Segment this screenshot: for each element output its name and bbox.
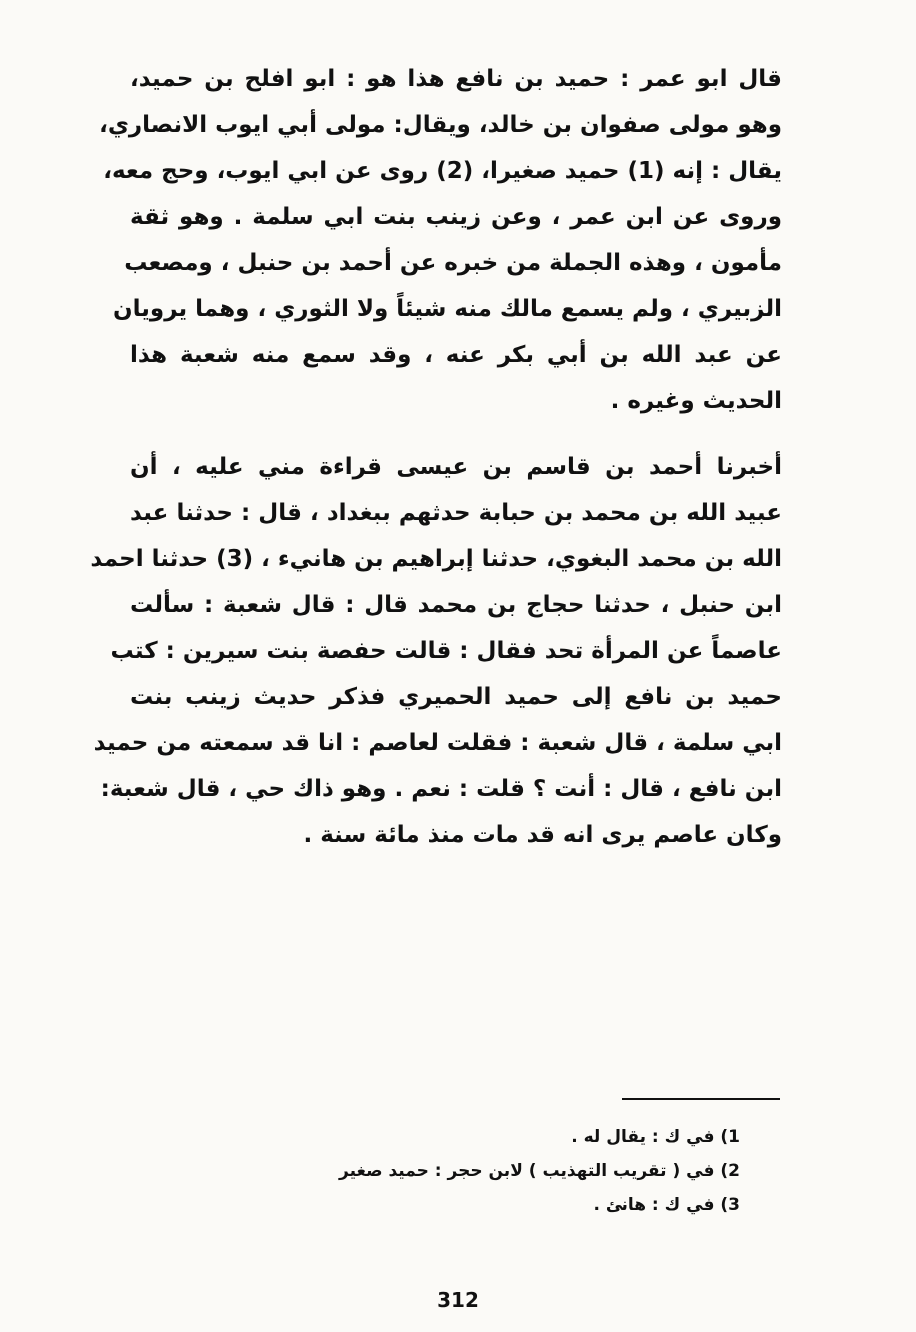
text-line: الحديث وغيره . [610,388,782,414]
footnotes [300,1120,740,1222]
paragraph-1 [99,56,782,424]
text-line: عاصماً عن المرأة تحد فقال : قالت حفصة بنت سيرين : كتب [110,638,782,664]
text-line: ابن نافع ، قال : أنت ؟ قلت : نعم . وهو ذاك حي ، قال شعبة: [100,776,782,802]
text-line: الله بن محمد البغوي، حدثنا إبراهيم بن هانيء ، (3) حدثنا احمد [90,546,782,572]
text-line: وروى عن ابن عمر ، وعن زينب بنت ابي سلمة . وهو ثقة [130,204,782,230]
footnote-1: 1) في ك : يقال له . [571,1127,740,1147]
text-line: مأمون ، وهذه الجملة من خبره عن أحمد بن حنبل ، ومصعب [124,250,782,276]
text-line: أخبرنا أحمد بن قاسم بن عيسى قراءة مني عليه ، أن [130,454,782,480]
footnote-2: 2) في ( تقريب التهذيب ) لابن حجر : حميد صغير [339,1161,740,1181]
text-line: الزبيري ، ولم يسمع مالك منه شيئاً ولا الثوري ، وهما يرويان [113,296,782,322]
paragraph-2 [90,444,782,858]
text-line: حميد بن نافع إلى حميد الحميري فذكر حديث زينب بنت [130,684,782,710]
text-line: ابي سلمة ، قال شعبة : فقلت لعاصم : انا قد سمعته من حميد [93,730,782,756]
text-line: وهو مولى صفوان بن خالد، ويقال: مولى أبي ايوب الانصاري، [99,112,782,138]
text-line: يقال : إنه (1) حميد صغيرا، (2) روى عن ابي ايوب، وحج معه، [103,158,782,184]
text-line: عبيد الله بن محمد بن حبابة حدثهم ببغداد ، قال : حدثنا عبد [130,500,782,526]
text-line: وكان عاصم يرى انه قد مات منذ مائة سنة . [303,822,782,848]
footnote-divider [622,1098,780,1100]
text-line: قال ابو عمر : حميد بن نافع هذا هو : ابو افلح بن حميد، [130,66,782,92]
text-line: عن عبد الله بن أبي بكر عنه ، وقد سمع منه شعبة هذا [130,342,782,368]
page-number: 312 [437,1288,479,1312]
footnote-3: 3) في ك : هانئ . [593,1195,740,1215]
text-line: ابن حنبل ، حدثنا حجاج بن محمد قال : قال شعبة : سألت [130,592,782,618]
